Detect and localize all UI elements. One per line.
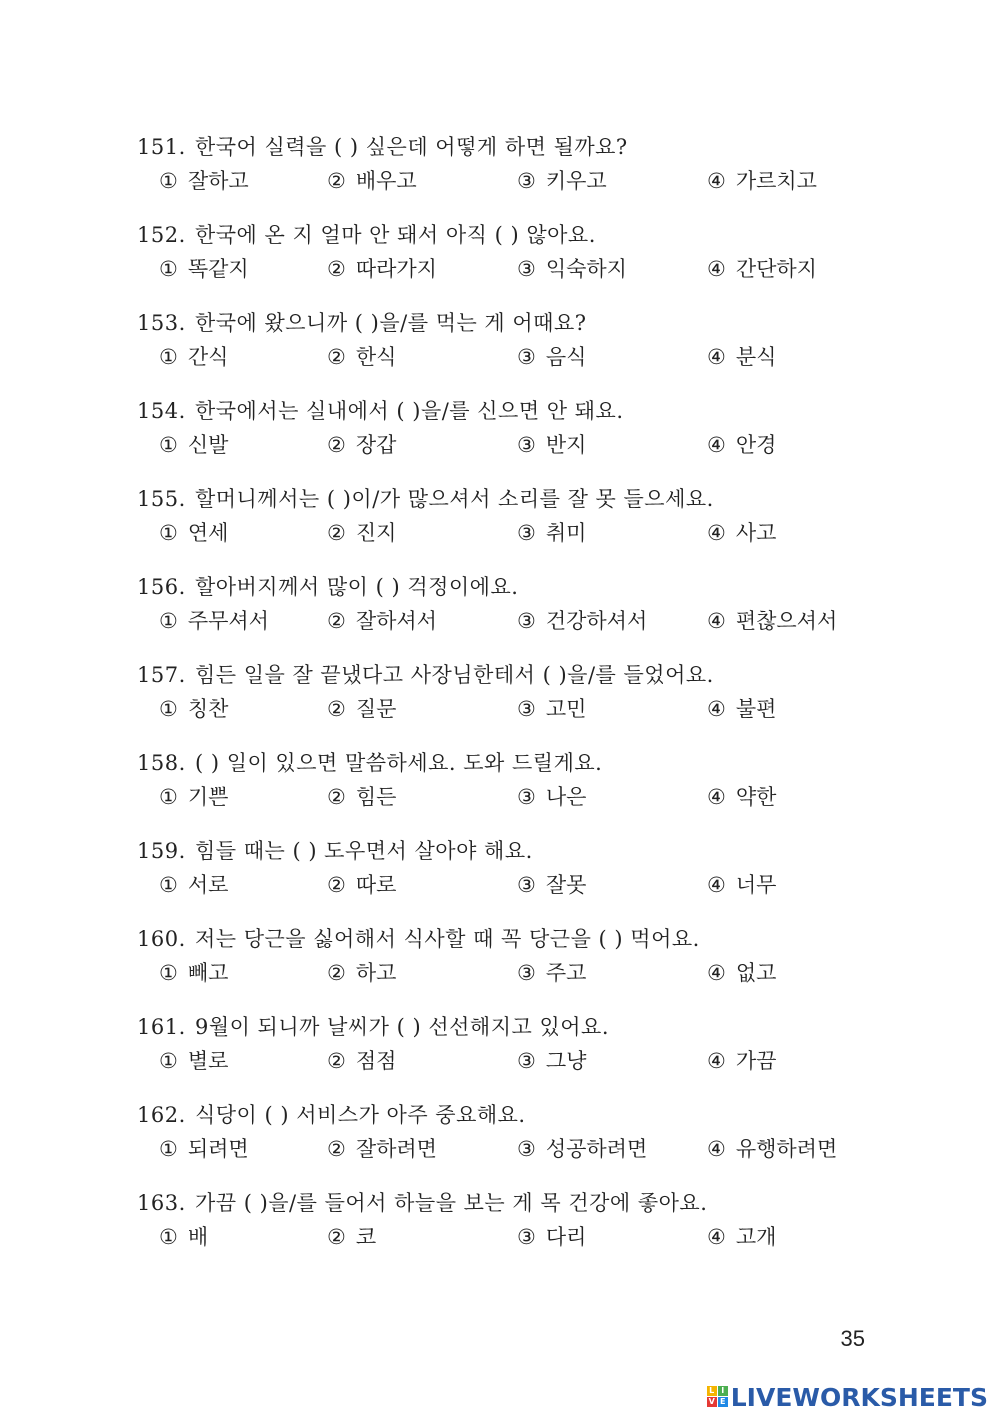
option-text: 가르치고: [735, 169, 817, 193]
option-marker-2: ②: [327, 785, 346, 809]
option-text: 배: [187, 1225, 209, 1249]
question-text: 한국어 실력을 ( ) 싶은데 어떻게 하면 될까요?: [194, 135, 628, 159]
option-marker-1: ①: [159, 609, 178, 633]
option-text: 약한: [735, 785, 777, 809]
option-4[interactable]: [707, 779, 776, 815]
option-text: 되려면: [187, 1137, 249, 1161]
option-marker-1: ①: [159, 873, 178, 897]
liveworksheets-brand[interactable]: [707, 1382, 988, 1412]
option-marker-1: ①: [159, 961, 178, 985]
option-text: 잘못: [545, 873, 587, 897]
option-text: 건강하셔서: [545, 609, 648, 633]
option-2[interactable]: [327, 955, 396, 991]
option-2[interactable]: [327, 339, 396, 375]
liveworksheets-logo-icon: [707, 1386, 729, 1408]
option-text: 배우고: [355, 169, 417, 193]
option-text: 없고: [735, 961, 777, 985]
option-marker-4: ④: [707, 785, 726, 809]
question-number: 159.: [137, 839, 186, 863]
option-1[interactable]: [159, 691, 228, 727]
option-4[interactable]: [707, 867, 776, 903]
option-marker-2: ②: [327, 521, 346, 545]
option-text: 키우고: [545, 169, 607, 193]
option-text: 잘하려면: [355, 1137, 437, 1161]
option-text: 기쁜: [187, 785, 229, 809]
option-marker-1: ①: [159, 169, 178, 193]
option-marker-1: ①: [159, 433, 178, 457]
question-number: 162.: [137, 1103, 186, 1127]
option-marker-4: ④: [707, 609, 726, 633]
option-row: [137, 867, 957, 903]
option-3[interactable]: [517, 779, 586, 815]
option-marker-3: ③: [517, 521, 536, 545]
question-number: 160.: [137, 927, 186, 951]
option-text: 별로: [187, 1049, 229, 1073]
option-text: 신발: [187, 433, 229, 457]
option-1[interactable]: [159, 1219, 208, 1255]
question-stem: [137, 835, 957, 867]
option-text: 반지: [545, 433, 587, 457]
option-row: [137, 339, 957, 375]
option-marker-3: ③: [517, 873, 536, 897]
option-marker-2: ②: [327, 433, 346, 457]
question-text: 할머니께서는 ( )이/가 많으셔서 소리를 잘 못 들으세요.: [194, 487, 714, 511]
option-2[interactable]: [327, 1131, 437, 1167]
option-marker-2: ②: [327, 1049, 346, 1073]
question-stem: [137, 395, 957, 427]
option-text: 똑같지: [187, 257, 249, 281]
option-4[interactable]: [707, 1131, 837, 1167]
option-1[interactable]: [159, 1131, 249, 1167]
option-text: 불편: [735, 697, 777, 721]
option-text: 간식: [187, 345, 229, 369]
logo-letter-i: I: [718, 1386, 728, 1396]
question-item: [137, 659, 957, 747]
question-stem: [137, 307, 957, 339]
option-row: [137, 955, 957, 991]
option-1[interactable]: [159, 779, 228, 815]
option-1[interactable]: [159, 1043, 228, 1079]
option-text: 가끔: [735, 1049, 777, 1073]
option-4[interactable]: [707, 1219, 776, 1255]
question-stem: [137, 1011, 957, 1043]
logo-letter-v: V: [708, 1397, 715, 1406]
question-stem: [137, 747, 957, 779]
question-number: 161.: [137, 1015, 186, 1039]
question-item: [137, 395, 957, 483]
option-marker-1: ①: [159, 257, 178, 281]
option-marker-3: ③: [517, 961, 536, 985]
question-number: 151.: [137, 135, 186, 159]
option-1[interactable]: [159, 339, 228, 375]
question-item: [137, 219, 957, 307]
option-1[interactable]: [159, 867, 228, 903]
option-marker-4: ④: [707, 345, 726, 369]
option-2[interactable]: [327, 867, 396, 903]
option-4[interactable]: [707, 427, 776, 463]
logo-letter-e: E: [718, 1397, 728, 1407]
option-2[interactable]: [327, 427, 396, 463]
option-marker-3: ③: [517, 785, 536, 809]
option-marker-2: ②: [327, 169, 346, 193]
option-marker-2: ②: [327, 961, 346, 985]
option-marker-3: ③: [517, 169, 536, 193]
option-4[interactable]: [707, 251, 817, 287]
option-4[interactable]: [707, 1043, 776, 1079]
option-3[interactable]: [517, 867, 586, 903]
option-3[interactable]: [517, 603, 647, 639]
option-text: 힘든: [355, 785, 397, 809]
option-text: 빼고: [187, 961, 229, 985]
option-text: 연세: [187, 521, 229, 545]
brand-name: LIVEWORKSHEETS: [730, 1382, 988, 1412]
option-2[interactable]: [327, 163, 417, 199]
question-stem: [137, 131, 957, 163]
option-marker-4: ④: [707, 1225, 726, 1249]
option-row: [137, 1131, 957, 1167]
option-text: 하고: [355, 961, 397, 985]
question-text: 식당이 ( ) 서비스가 아주 중요해요.: [194, 1103, 526, 1127]
option-1[interactable]: [159, 163, 249, 199]
question-stem: [137, 483, 957, 515]
question-number: 153.: [137, 311, 186, 335]
option-3[interactable]: [517, 1219, 586, 1255]
option-marker-3: ③: [517, 697, 536, 721]
question-text: ( ) 일이 있으면 말씀하세요. 도와 드릴게요.: [194, 751, 603, 775]
option-marker-4: ④: [707, 961, 726, 985]
option-2[interactable]: [327, 251, 437, 287]
option-4[interactable]: [707, 955, 776, 991]
option-3[interactable]: [517, 691, 586, 727]
question-number: 155.: [137, 487, 186, 511]
option-marker-3: ③: [517, 433, 536, 457]
option-marker-4: ④: [707, 433, 726, 457]
option-marker-2: ②: [327, 345, 346, 369]
option-text: 질문: [355, 697, 397, 721]
question-item: [137, 1187, 957, 1275]
option-marker-1: ①: [159, 345, 178, 369]
option-row: [137, 691, 957, 727]
option-3[interactable]: [517, 1131, 647, 1167]
option-text: 나은: [545, 785, 587, 809]
option-1[interactable]: [159, 515, 228, 551]
option-text: 고개: [735, 1225, 777, 1249]
question-list: [137, 131, 957, 1275]
question-text: 9월이 되니까 날씨가 ( ) 선선해지고 있어요.: [194, 1015, 610, 1039]
option-text: 그냥: [545, 1049, 587, 1073]
option-4[interactable]: [707, 603, 837, 639]
question-stem: [137, 1099, 957, 1131]
question-item: [137, 1099, 957, 1187]
question-text: 한국에 왔으니까 ( )을/를 먹는 게 어때요?: [194, 311, 587, 335]
option-marker-4: ④: [707, 697, 726, 721]
question-number: 158.: [137, 751, 186, 775]
option-row: [137, 1043, 957, 1079]
option-3[interactable]: [517, 955, 586, 991]
option-marker-1: ①: [159, 1049, 178, 1073]
option-marker-1: ①: [159, 697, 178, 721]
option-text: 따로: [355, 873, 397, 897]
question-item: [137, 835, 957, 923]
option-text: 편찮으셔서: [735, 609, 838, 633]
question-number: 152.: [137, 223, 186, 247]
option-text: 취미: [545, 521, 587, 545]
question-number: 163.: [137, 1191, 186, 1215]
option-marker-2: ②: [327, 1137, 346, 1161]
option-row: [137, 515, 957, 551]
question-item: [137, 483, 957, 571]
option-text: 안경: [735, 433, 777, 457]
option-text: 분식: [735, 345, 777, 369]
question-number: 156.: [137, 575, 186, 599]
question-stem: [137, 659, 957, 691]
question-text: 힘들 때는 ( ) 도우면서 살아야 해요.: [194, 839, 533, 863]
option-row: [137, 603, 957, 639]
question-item: [137, 131, 957, 219]
option-marker-3: ③: [517, 257, 536, 281]
option-row: [137, 163, 957, 199]
option-text: 너무: [735, 873, 777, 897]
question-item: [137, 923, 957, 1011]
option-3[interactable]: [517, 1043, 586, 1079]
option-1[interactable]: [159, 603, 269, 639]
question-item: [137, 571, 957, 659]
option-text: 익숙하지: [545, 257, 627, 281]
option-3[interactable]: [517, 515, 586, 551]
option-row: [137, 1219, 957, 1255]
option-3[interactable]: [517, 163, 607, 199]
question-stem: [137, 923, 957, 955]
option-2[interactable]: [327, 515, 396, 551]
question-stem: [137, 571, 957, 603]
question-item: [137, 747, 957, 835]
question-item: [137, 307, 957, 395]
option-2[interactable]: [327, 1219, 376, 1255]
option-text: 코: [355, 1225, 377, 1249]
option-marker-1: ①: [159, 521, 178, 545]
option-marker-3: ③: [517, 345, 536, 369]
option-text: 유행하려면: [735, 1137, 838, 1161]
option-text: 잘하고: [187, 169, 249, 193]
option-4[interactable]: [707, 515, 776, 551]
option-marker-1: ①: [159, 1137, 178, 1161]
option-row: [137, 251, 957, 287]
question-text: 힘든 일을 잘 끝냈다고 사장님한테서 ( )을/를 들었어요.: [194, 663, 714, 687]
option-marker-2: ②: [327, 1225, 346, 1249]
option-4[interactable]: [707, 163, 817, 199]
option-marker-4: ④: [707, 521, 726, 545]
option-1[interactable]: [159, 955, 228, 991]
option-1[interactable]: [159, 251, 249, 287]
question-text: 할아버지께서 많이 ( ) 걱정이에요.: [194, 575, 519, 599]
question-text: 가끔 ( )을/를 들어서 하늘을 보는 게 목 건강에 좋아요.: [194, 1191, 708, 1215]
option-marker-4: ④: [707, 1137, 726, 1161]
option-text: 한식: [355, 345, 397, 369]
option-text: 서로: [187, 873, 229, 897]
option-4[interactable]: [707, 339, 776, 375]
question-stem: [137, 1187, 957, 1219]
option-2[interactable]: [327, 691, 396, 727]
option-marker-3: ③: [517, 609, 536, 633]
option-text: 성공하려면: [545, 1137, 648, 1161]
option-marker-2: ②: [327, 873, 346, 897]
option-marker-4: ④: [707, 1049, 726, 1073]
option-2[interactable]: [327, 1043, 396, 1079]
option-4[interactable]: [707, 691, 776, 727]
option-marker-4: ④: [707, 257, 726, 281]
option-marker-1: ①: [159, 1225, 178, 1249]
option-text: 칭찬: [187, 697, 229, 721]
option-text: 주고: [545, 961, 587, 985]
question-number: 157.: [137, 663, 186, 687]
question-text: 한국에 온 지 얼마 안 돼서 아직 ( ) 않아요.: [194, 223, 596, 247]
option-2[interactable]: [327, 779, 396, 815]
option-text: 다리: [545, 1225, 587, 1249]
page-number: 35: [840, 1326, 865, 1351]
question-text: 한국에서는 실내에서 ( )을/를 신으면 안 돼요.: [194, 399, 624, 423]
option-3[interactable]: [517, 251, 627, 287]
option-row: [137, 779, 957, 815]
option-text: 간단하지: [735, 257, 817, 281]
option-marker-1: ①: [159, 785, 178, 809]
option-marker-2: ②: [327, 609, 346, 633]
option-text: 장갑: [355, 433, 397, 457]
option-text: 음식: [545, 345, 587, 369]
option-text: 따라가지: [355, 257, 437, 281]
option-3[interactable]: [517, 339, 586, 375]
option-marker-4: ④: [707, 873, 726, 897]
option-text: 잘하셔서: [355, 609, 437, 633]
option-text: 고민: [545, 697, 587, 721]
option-text: 주무셔서: [187, 609, 269, 633]
option-1[interactable]: [159, 427, 228, 463]
option-text: 점점: [355, 1049, 397, 1073]
option-row: [137, 427, 957, 463]
option-marker-3: ③: [517, 1225, 536, 1249]
question-number: 154.: [137, 399, 186, 423]
option-marker-2: ②: [327, 697, 346, 721]
question-stem: [137, 219, 957, 251]
option-3[interactable]: [517, 427, 586, 463]
option-text: 진지: [355, 521, 397, 545]
question-text: 저는 당근을 싫어해서 식사할 때 꼭 당근을 ( ) 먹어요.: [194, 927, 700, 951]
option-marker-3: ③: [517, 1049, 536, 1073]
option-marker-3: ③: [517, 1137, 536, 1161]
option-2[interactable]: [327, 603, 437, 639]
option-text: 사고: [735, 521, 777, 545]
question-item: [137, 1011, 957, 1099]
option-marker-4: ④: [707, 169, 726, 193]
option-marker-2: ②: [327, 257, 346, 281]
logo-letter-l: L: [707, 1386, 717, 1396]
